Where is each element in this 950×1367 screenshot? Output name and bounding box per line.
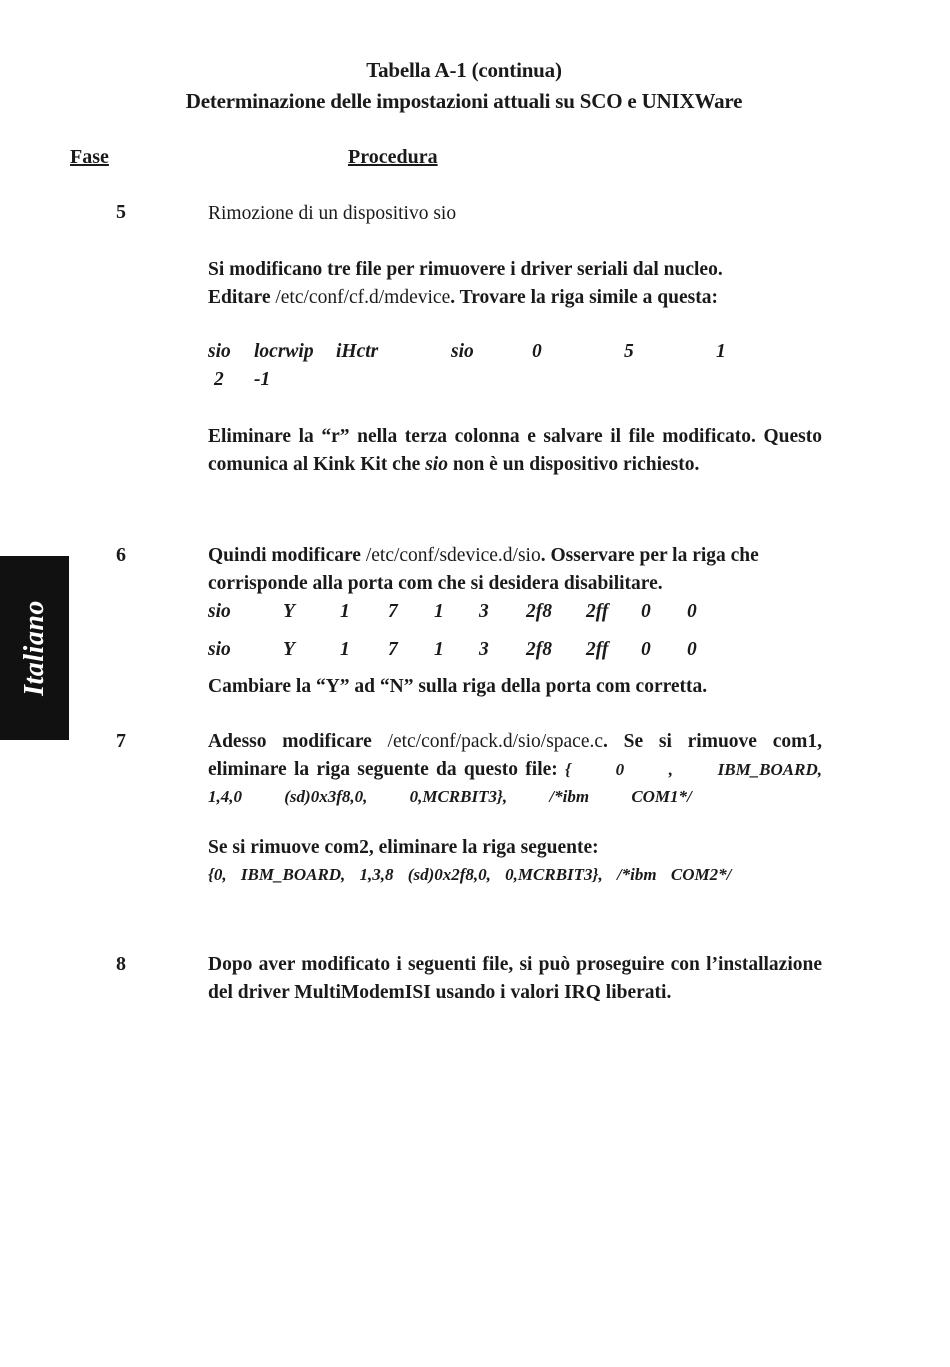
code-token: Y — [283, 639, 295, 660]
step-5-paragraph-2 — [208, 423, 822, 478]
step-7-modify-text: Adesso modificare — [208, 731, 388, 752]
code-token: 2 — [214, 368, 224, 390]
side-tab-label: Italiano — [18, 600, 50, 696]
code-token: -1 — [254, 368, 271, 390]
sdevice-row-2 — [208, 636, 822, 664]
code-token: 0 — [687, 639, 697, 660]
step-6-paragraph-2: Cambiare la “Y” ad “N” sulla riga della porta com corretta. — [208, 676, 708, 697]
step-number-8: 8 — [116, 953, 126, 975]
step-5-paragraph-1 — [208, 256, 822, 311]
code-token: 3 — [479, 639, 489, 660]
code-token: 1 — [434, 601, 444, 622]
column-header-procedura: Procedura — [348, 146, 438, 168]
code-token: 7 — [388, 639, 398, 660]
code-token: 3 — [479, 601, 489, 622]
step-number-5: 5 — [116, 201, 126, 223]
code-token: 2ff — [586, 639, 609, 660]
com1-code-line: { 0 , IBM_BOARD, 1,4,0 (sd)0x3f8,0, 0,MCRBIT3}, /*ibm COM1*/ — [208, 759, 823, 806]
code-token: sio — [208, 341, 231, 362]
com2-code-line: {0, IBM_BOARD, 1,3,8 (sd)0x2f8,0, 0,MCRBIT3}, /*ibm COM2*/ — [208, 865, 732, 884]
language-side-tab — [0, 556, 69, 740]
table-title: Tabella A-1 (continua) — [366, 58, 562, 82]
sdevice-row-1 — [208, 598, 822, 626]
code-token: 0 — [641, 639, 651, 660]
step-number-6: 6 — [116, 544, 126, 566]
code-token: sio — [208, 601, 231, 622]
table-subtitle: Determinazione delle impostazioni attuali su SCO e UNIXWare — [185, 89, 743, 113]
sio-term: sio — [425, 453, 448, 475]
code-token: 1 — [716, 341, 726, 362]
space-c-file-path: /etc/conf/pack.d/sio/space.c — [387, 731, 604, 752]
code-token: iHctr — [336, 341, 379, 362]
step-6-paragraph-1 — [208, 542, 822, 597]
step-6-observe-text: . Osservare per la riga che corrisponde alla porta com che si desidera disabilitare. — [208, 545, 759, 594]
code-token: sio — [451, 341, 474, 362]
step-8-paragraph: Dopo aver modificato i seguenti file, si può proseguire con l’installazione del driver MultiModemISI usando i valori IRQ liberati. — [208, 954, 822, 1003]
code-token: 5 — [624, 341, 634, 362]
step-7-paragraph-2: Se si rimuove com2, eliminare la riga seguente: — [208, 837, 599, 858]
step-5-find-line-text: . Trovare la riga simile a questa: — [450, 286, 718, 308]
sdevice-file-path: /etc/conf/sdevice.d/sio — [365, 545, 541, 566]
code-token: 0 — [532, 341, 542, 362]
code-token: locrwip — [254, 341, 314, 362]
step-5-paragraph-2-end: non è un dispositivo richiesto. — [447, 453, 700, 475]
code-token: 2f8 — [526, 601, 552, 622]
step-number-7: 7 — [116, 730, 126, 752]
column-header-fase: Fase — [70, 146, 109, 168]
code-token: 0 — [641, 601, 651, 622]
code-token: 2f8 — [526, 639, 552, 660]
mdevice-code-line-2 — [208, 366, 822, 394]
code-token: 0 — [687, 601, 697, 622]
step-5-paragraph-1-line-b — [208, 284, 822, 312]
code-token: Y — [283, 601, 295, 622]
mdevice-file-path: /etc/conf/cf.d/mdevice — [275, 286, 451, 308]
step-7-paragraph-1 — [208, 728, 822, 811]
code-token: 1 — [434, 639, 444, 660]
mdevice-code-line — [208, 338, 822, 393]
code-token: 1 — [340, 601, 350, 622]
code-token: 7 — [388, 601, 398, 622]
step-6-modify-text: Quindi modificare — [208, 545, 366, 566]
step-7-com1-text: . Se si rimuove com1, eliminare la riga seguente da questo file: — [208, 731, 822, 780]
step-5-edit-label: Editare — [208, 286, 276, 308]
step-5-heading: Rimozione di un dispositivo sio — [208, 203, 457, 224]
step-5-paragraph-2-text: Eliminare la “r” nella terza colonna e salvare il file modificato. Questo comunica al Kink Kit che — [208, 426, 822, 475]
code-token: sio — [208, 639, 231, 660]
code-token: 2ff — [586, 601, 609, 622]
mdevice-code-line-1 — [208, 338, 822, 366]
step-5-paragraph-1-line-a: Si modificano tre file per rimuovere i driver seriali dal nucleo. — [208, 259, 723, 280]
code-token: 1 — [340, 639, 350, 660]
